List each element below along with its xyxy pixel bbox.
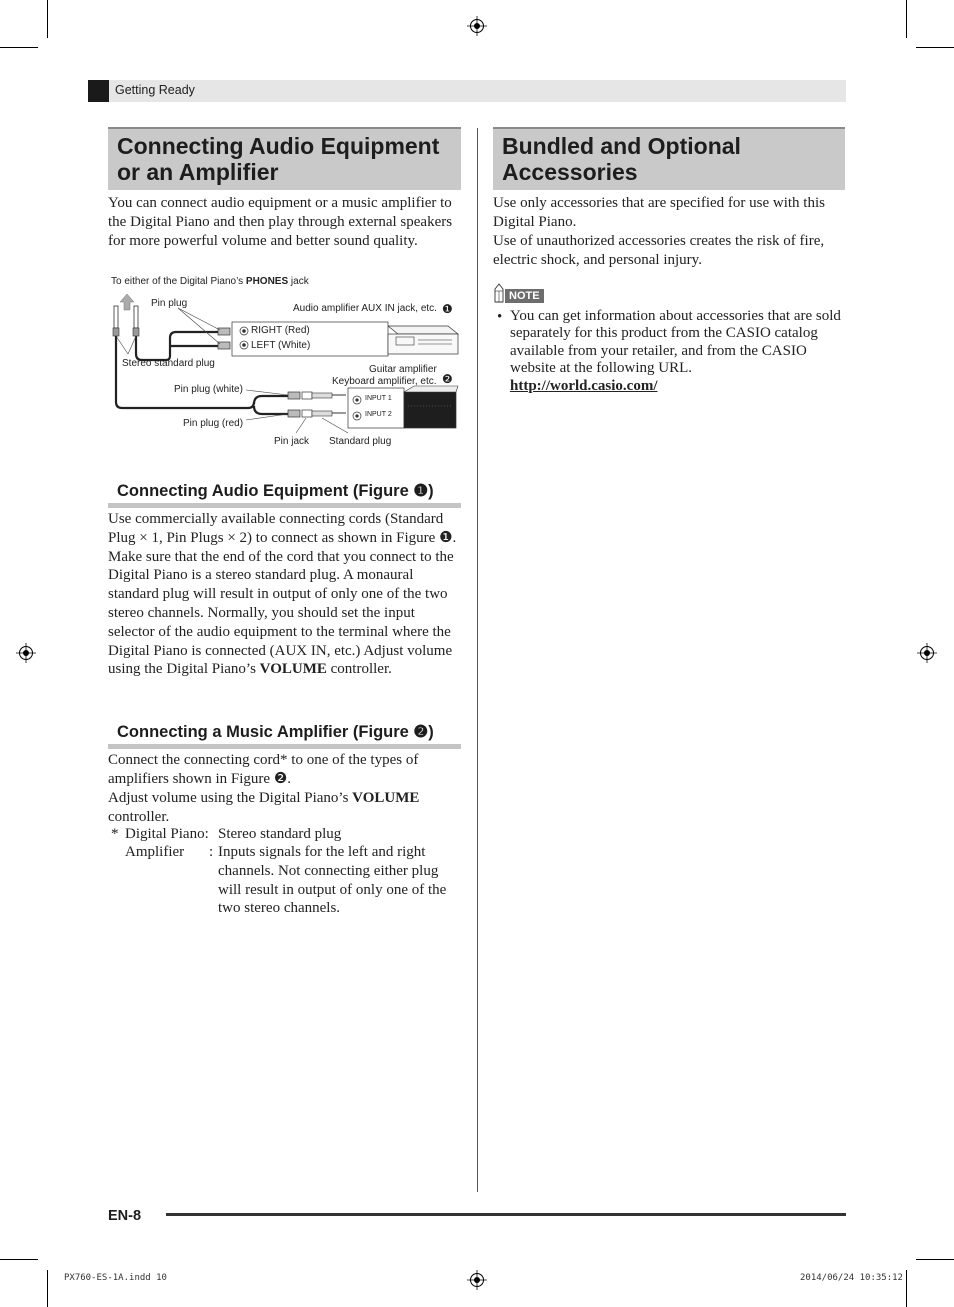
left-title-box	[108, 127, 461, 190]
label-stereo-plug: Stereo standard plug	[122, 358, 215, 369]
label-aux: Audio amplifier AUX IN jack, etc.	[293, 303, 437, 314]
left-title-line2: or an Amplifier	[117, 159, 279, 185]
registration-mark-icon	[16, 643, 36, 663]
left-intro: You can connect audio equipment or a music amplifier to the Digital Piano and then play through external speakers for more powerful volume and better sound quality.	[108, 195, 453, 249]
sub1-text	[108, 510, 462, 679]
label-pin-plug: Pin plug	[151, 298, 188, 309]
caption-prefix: To either of the Digital Piano’s	[111, 276, 246, 287]
label-right-red: RIGHT (Red)	[251, 325, 310, 336]
sub2-line2-suffix: controller.	[108, 808, 170, 825]
crop-mark	[47, 1270, 48, 1307]
column-divider	[477, 128, 478, 1192]
note-bullet: •	[497, 309, 503, 325]
left-title	[108, 129, 461, 189]
note-text	[510, 308, 845, 395]
label-input1: INPUT 1	[365, 395, 392, 402]
subheading-rule	[108, 744, 461, 749]
note-text-body: You can get information about accessories that are sold separately for this product from the CASIO catalog available from your retailer, and from the CASIO website at the following URL.	[510, 308, 841, 377]
caption-suffix: jack	[288, 276, 309, 287]
bottom-rule	[166, 1213, 846, 1216]
footnote-label-piano: Digital Piano:	[125, 826, 209, 842]
sub2-line2-prefix: Adjust volume using the Digital Piano’s	[108, 790, 353, 806]
arrow-up-icon	[120, 294, 134, 310]
label-pin-plug-white: Pin plug (white)	[174, 384, 243, 395]
footer-file: PX760-ES-1A.indd 10	[64, 1273, 167, 1283]
footnote-value-piano: Stereo standard plug	[218, 826, 342, 842]
registration-mark-icon	[467, 1270, 487, 1290]
note-badge: NOTE	[505, 289, 544, 303]
crop-mark	[0, 1259, 38, 1260]
figure-caption	[111, 276, 309, 287]
sub1-text-part1: Use commercially available connecting cords (Standard Plug × 1, Pin Plugs × 2) to connect as shown in Figure ❶. Make sure that the end of the cord that you connect to the Digital Piano is a stereo standard plug. A monaural standard plug will result in output of only one of the two stereo channels. Normally, you should set the input selector of the audio equipment to the terminal where the Digital Piano is connected (AUX IN, etc.) Adjust volume using the Digital Piano’s	[108, 511, 457, 678]
label-keyboard-amp: Keyboard amplifier, etc.	[332, 376, 437, 387]
pencil-icon	[493, 283, 505, 305]
sub1-volume: VOLUME	[259, 661, 327, 678]
right-title-line1: Bundled and Optional	[502, 133, 741, 159]
right-title	[493, 129, 845, 189]
label-guitar-amp: Guitar amplifier	[369, 364, 437, 375]
crop-mark	[906, 0, 907, 38]
label-pin-plug-red: Pin plug (red)	[183, 418, 244, 429]
section-header-bar	[88, 80, 846, 102]
footnote-value-amp: Inputs signals for the left and right channels. Not connecting either plug will result in output of only one of the two stereo channels.	[218, 844, 447, 917]
subheading-audio-equipment: Connecting Audio Equipment (Figure ❶)	[117, 482, 434, 500]
caption-bold: PHONES	[245, 276, 289, 287]
crop-mark	[916, 47, 954, 48]
sub1-text-part2: controller.	[326, 661, 392, 678]
crop-mark	[906, 1270, 907, 1307]
sub2-volume: VOLUME	[352, 790, 420, 806]
footnote-label-amp: Amplifier	[125, 844, 185, 860]
registration-mark-icon	[467, 16, 487, 36]
casio-url-link[interactable]: http://world.casio.com/	[510, 377, 658, 394]
sub2-line1: Connect the connecting cord* to one of the types of amplifiers shown in Figure ❷.	[108, 752, 419, 787]
section-marker	[88, 80, 109, 102]
crop-mark	[916, 1259, 954, 1260]
label-standard-plug: Standard plug	[329, 436, 392, 447]
label-input2: INPUT 2	[365, 411, 392, 418]
footnote-asterisk: *	[111, 826, 119, 842]
subheading-rule	[108, 503, 461, 508]
section-label: Getting Ready	[115, 83, 195, 97]
page-number: EN-8	[108, 1208, 142, 1224]
marker-1: ❶	[442, 302, 453, 316]
left-title-line1: Connecting Audio Equipment	[117, 133, 440, 159]
right-p2: Use of unauthorized accessories creates the risk of fire, electric shock, and personal injury.	[493, 233, 825, 268]
footnote-colon: :	[209, 844, 214, 860]
right-title-box	[493, 127, 845, 190]
marker-2: ❷	[442, 372, 453, 386]
right-title-line2: Accessories	[502, 159, 638, 185]
right-p1: Use only accessories that are specified for use with this Digital Piano.	[493, 195, 825, 230]
subheading-music-amplifier: Connecting a Music Amplifier (Figure ❷)	[117, 723, 434, 741]
registration-mark-icon	[917, 643, 937, 663]
footer-datetime: 2014/06/24 10:35:12	[800, 1273, 903, 1283]
label-pin-jack: Pin jack	[274, 436, 310, 447]
sub2-line2	[108, 789, 462, 827]
crop-mark	[0, 47, 38, 48]
label-left-white: LEFT (White)	[251, 340, 311, 351]
crop-mark	[47, 0, 48, 38]
